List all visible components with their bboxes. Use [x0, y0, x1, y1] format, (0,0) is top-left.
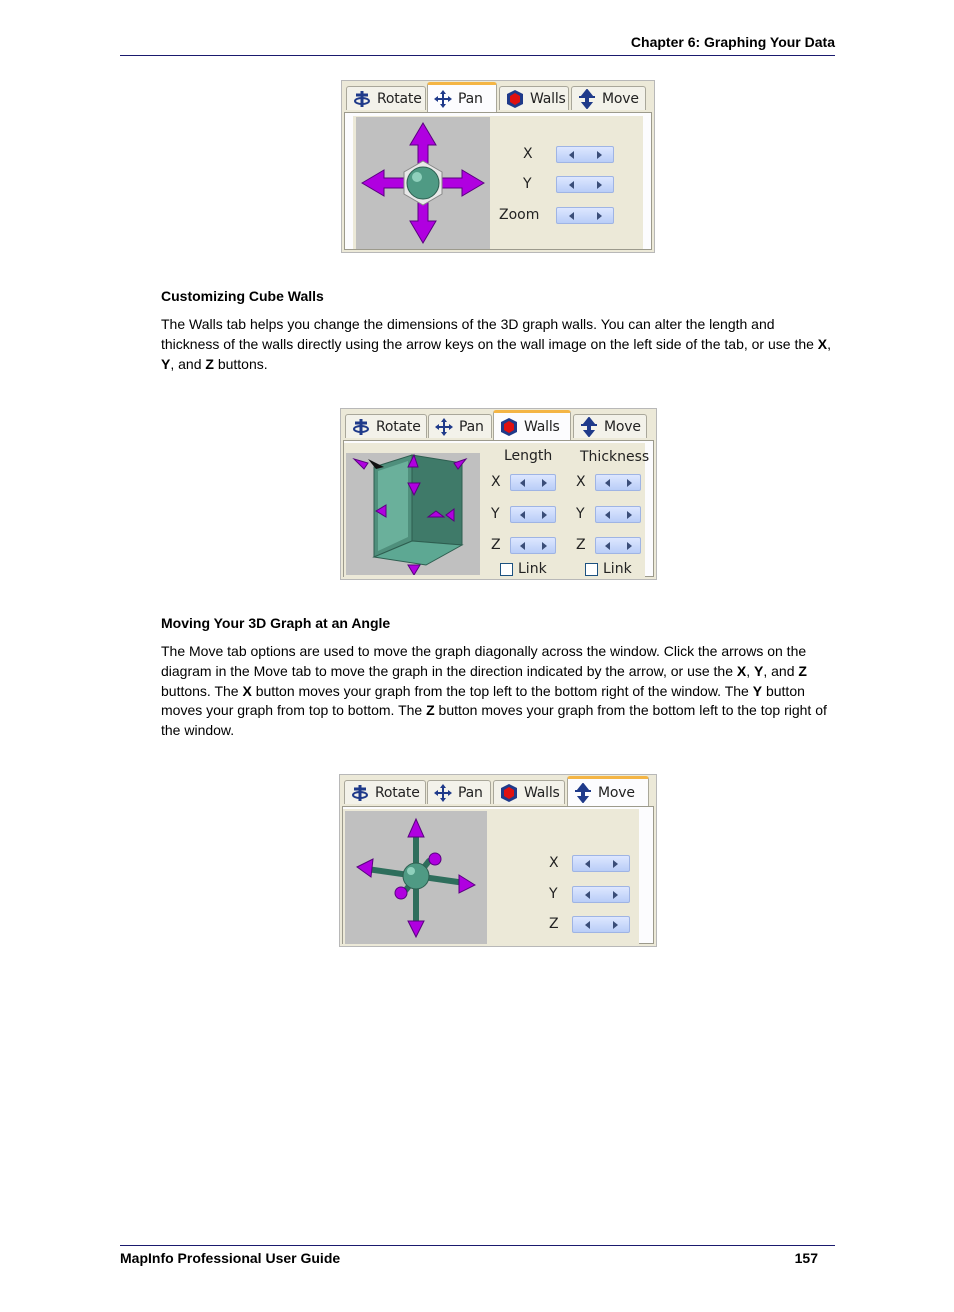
thickness-y-spinner[interactable]	[595, 506, 641, 523]
tab-walls[interactable]	[493, 410, 571, 440]
tab-label: Pan	[458, 784, 483, 801]
rotate-icon	[350, 783, 370, 803]
length-header: Length	[504, 448, 553, 464]
length-link-checkbox[interactable]	[500, 563, 513, 576]
pan-tab-page	[344, 112, 652, 250]
pan-icon	[433, 783, 453, 803]
pan-dialog	[341, 80, 655, 253]
pan-preview[interactable]	[356, 117, 490, 249]
length-y-label: Y	[491, 506, 500, 522]
pan-x-spinner[interactable]	[556, 146, 614, 163]
move-axes-icon	[345, 811, 487, 944]
move-icon	[577, 89, 597, 109]
thickness-z-label: Z	[576, 537, 586, 553]
footer-title: MapInfo Professional User Guide	[120, 1250, 341, 1266]
move-preview[interactable]	[345, 811, 487, 944]
length-link-label: Link	[518, 561, 547, 577]
tab-move[interactable]	[573, 414, 647, 438]
cube-walls-icon	[346, 453, 480, 575]
thickness-y-label: Y	[576, 506, 585, 522]
move-x-spinner[interactable]	[572, 855, 630, 872]
tab-label: Move	[602, 90, 639, 107]
pan-x-label: X	[523, 146, 533, 162]
tab-move[interactable]	[571, 86, 646, 110]
tab-label: Pan	[459, 418, 484, 435]
move-icon	[579, 417, 599, 437]
pan-icon	[434, 417, 454, 437]
thickness-x-label: X	[576, 474, 586, 490]
footer-rule	[120, 1245, 835, 1246]
move-heading: Moving Your 3D Graph at an Angle	[161, 615, 391, 631]
tab-rotate[interactable]	[346, 86, 426, 110]
tab-pan[interactable]	[427, 780, 491, 804]
rotate-icon	[351, 417, 371, 437]
pan-panel	[353, 116, 643, 249]
pan-zoom-label: Zoom	[499, 207, 540, 223]
pan-y-label: Y	[523, 176, 532, 192]
tab-label: Rotate	[376, 418, 421, 435]
tab-move[interactable]	[567, 776, 649, 806]
walls-dialog	[340, 408, 657, 580]
walls-icon	[499, 417, 519, 437]
chapter-header: Chapter 6: Graphing Your Data	[630, 34, 835, 50]
walls-icon	[505, 89, 525, 109]
tab-rotate[interactable]	[345, 414, 427, 438]
tab-walls[interactable]	[493, 780, 565, 804]
move-dialog	[339, 774, 657, 947]
walls-preview[interactable]	[346, 453, 480, 575]
tab-label: Pan	[458, 90, 483, 107]
walls-heading: Customizing Cube Walls	[161, 288, 324, 304]
walls-tab-page	[343, 440, 654, 577]
pan-zoom-spinner[interactable]	[556, 207, 614, 224]
length-y-spinner[interactable]	[510, 506, 556, 523]
tab-label: Rotate	[375, 784, 420, 801]
thickness-z-spinner[interactable]	[595, 537, 641, 554]
move-z-spinner[interactable]	[572, 916, 630, 933]
page-number: 157	[794, 1250, 818, 1266]
move-tab-page	[342, 806, 654, 944]
tab-pan[interactable]	[428, 414, 492, 438]
pan-arrows-icon	[356, 117, 490, 249]
tab-label: Move	[604, 418, 641, 435]
move-panel	[343, 809, 639, 944]
walls-panel	[344, 443, 650, 578]
thickness-header: Thickness	[580, 449, 650, 465]
thickness-link-checkbox[interactable]	[585, 563, 598, 576]
move-paragraph: The Move tab options are used to move the graph diagonally across the window. Click the arrows on the diagram in the Move tab to move the graph in the direction indicated by the arrow, or use the X, Y, and Z buttons. The X button moves your graph from the top left to the bottom right of the window. The Y button moves your graph from top to bottom. The Z button moves your graph from the bottom left to the top right of the window.	[161, 643, 827, 739]
length-z-spinner[interactable]	[510, 537, 556, 554]
tab-label: Move	[598, 784, 635, 801]
thickness-link-label: Link	[603, 561, 632, 577]
move-y-spinner[interactable]	[572, 886, 630, 903]
move-icon	[573, 783, 593, 803]
move-x-label: X	[549, 855, 559, 871]
move-z-label: Z	[549, 916, 559, 932]
move-y-label: Y	[549, 886, 558, 902]
length-z-label: Z	[491, 537, 501, 553]
tab-pan[interactable]	[427, 82, 497, 112]
pan-y-spinner[interactable]	[556, 176, 614, 193]
thickness-x-spinner[interactable]	[595, 474, 641, 491]
tab-label: Rotate	[377, 90, 422, 107]
tab-walls[interactable]	[499, 86, 569, 110]
walls-icon	[499, 783, 519, 803]
tab-label: Walls	[524, 418, 560, 435]
walls-paragraph: The Walls tab helps you change the dimensions of the 3D graph walls. You can alter the length and thickness of the walls directly using the arrow keys on the wall image on the left side of the tab, or use the X, Y, and Z buttons.	[161, 316, 832, 372]
tab-label: Walls	[530, 90, 566, 107]
tab-label: Walls	[524, 784, 560, 801]
rotate-icon	[352, 89, 372, 109]
header-rule	[120, 55, 835, 56]
length-x-label: X	[491, 474, 501, 490]
pan-icon	[433, 89, 453, 109]
length-x-spinner[interactable]	[510, 474, 556, 491]
tab-rotate[interactable]	[344, 780, 426, 804]
